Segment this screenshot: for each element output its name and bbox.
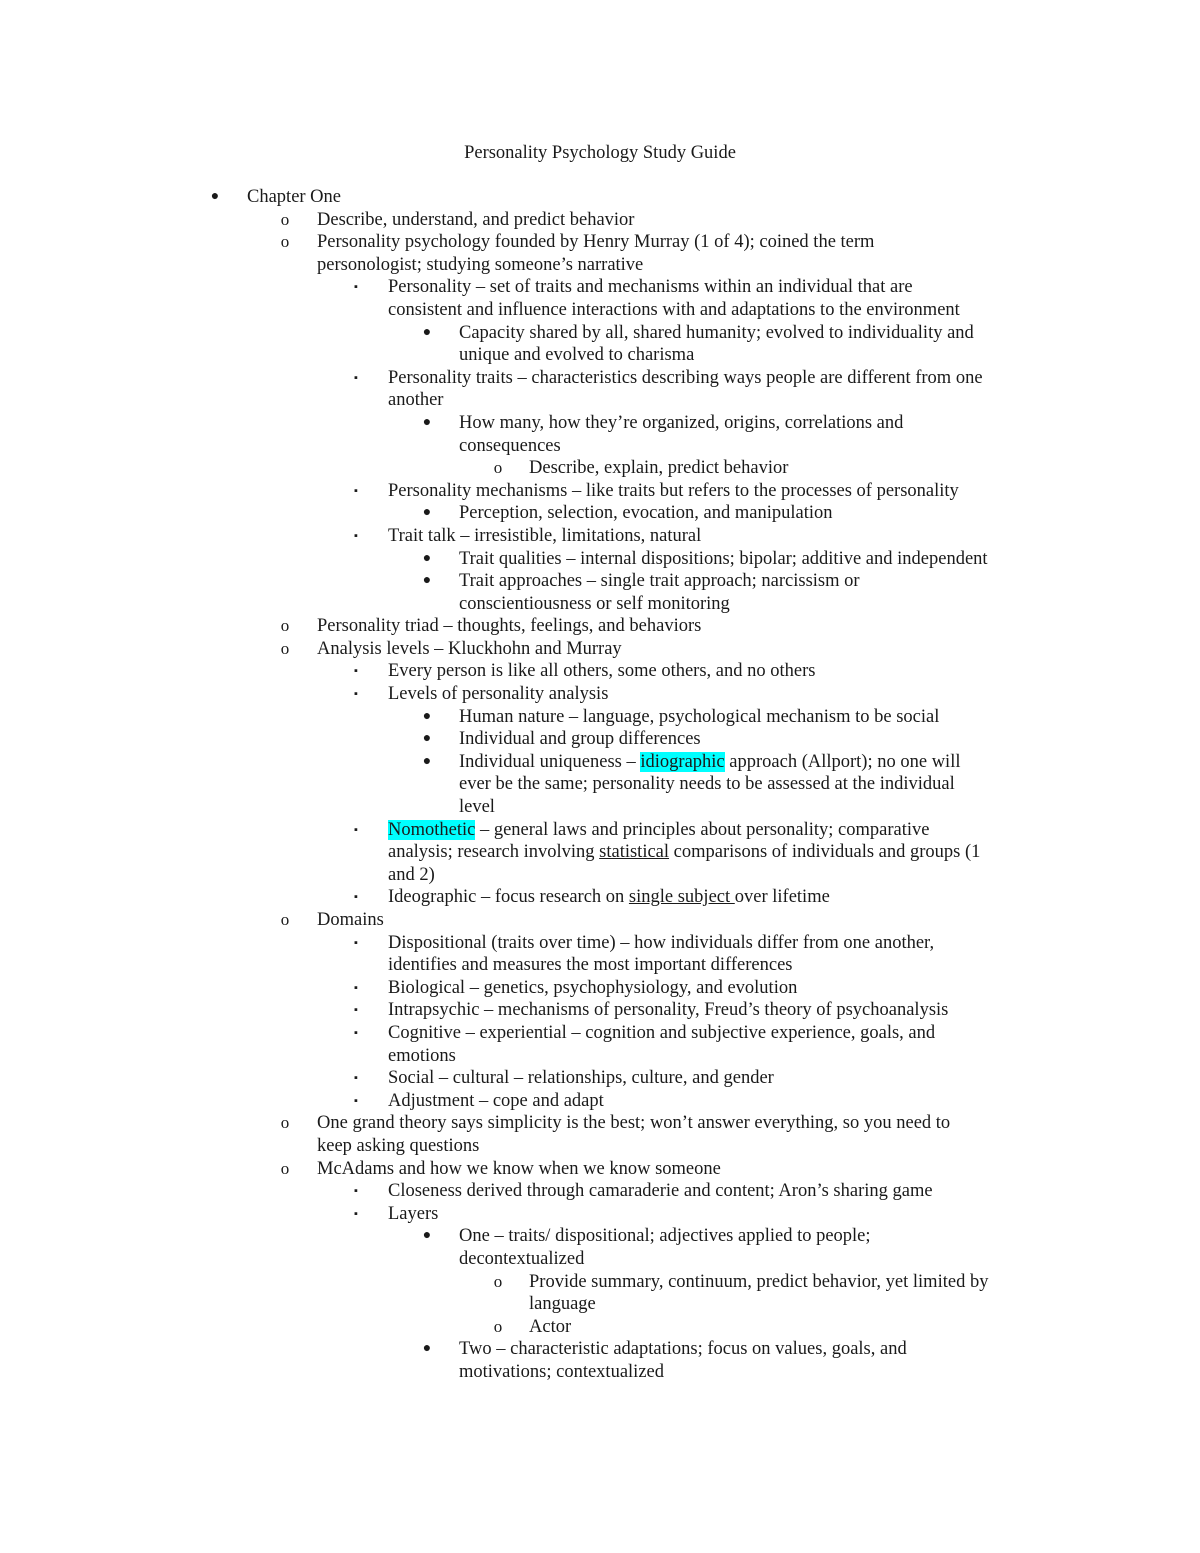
outline-text: Intrapsychic – mechanisms of personality, Freud’s theory of psychoanalysis xyxy=(388,1000,949,1021)
outline-line xyxy=(0,954,1200,977)
outline-line xyxy=(0,773,1200,796)
text-segment: comparisons of individuals and groups (1 xyxy=(669,842,981,863)
bullet-circle-icon: o xyxy=(280,1158,290,1178)
outline-line xyxy=(0,977,1200,1000)
outline-line xyxy=(0,435,1200,458)
bullet-square-icon: ▪ xyxy=(354,1026,358,1039)
page-title: Personality Psychology Study Guide xyxy=(464,143,736,163)
outline-line xyxy=(0,231,1200,254)
outline-text xyxy=(388,886,830,909)
outline-text: Personality – set of traits and mechanisms within an individual that are xyxy=(388,277,913,298)
outline-line xyxy=(0,932,1200,955)
outline-line xyxy=(0,615,1200,638)
text-segment: Individual uniqueness – xyxy=(459,751,641,772)
bullet-disc-icon: ● xyxy=(422,1341,432,1357)
outline-line xyxy=(0,1112,1200,1135)
outline-line xyxy=(0,344,1200,367)
outline-text: Analysis levels – Kluckhohn and Murray xyxy=(317,638,622,659)
outline-text: consistent and influence interactions with and adaptations to the environment xyxy=(388,299,960,320)
outline-text: Capacity shared by all, shared humanity; evolved to individuality and xyxy=(459,322,974,343)
outline-text xyxy=(459,751,960,774)
highlighted-term: Nomothetic xyxy=(388,819,476,840)
bullet-square-icon: ▪ xyxy=(354,1004,358,1017)
outline-text: motivations; contextualized xyxy=(459,1361,664,1382)
outline-line xyxy=(0,593,1200,616)
highlighted-term: idiographic xyxy=(640,751,725,772)
outline-line xyxy=(0,186,1200,209)
bullet-disc-icon: ● xyxy=(422,1228,432,1244)
bullet-circle-icon: o xyxy=(493,1271,503,1291)
outline-text: Every person is like all others, some others, and no others xyxy=(388,661,816,682)
outline-text: conscientiousness or self monitoring xyxy=(459,593,730,614)
outline-text: Social – cultural – relationships, culture, and gender xyxy=(388,1068,774,1089)
outline-text: One – traits/ dispositional; adjectives applied to people; xyxy=(459,1226,871,1247)
outline-line xyxy=(0,1271,1200,1294)
outline-text: Actor xyxy=(529,1316,572,1337)
outline-line xyxy=(0,1135,1200,1158)
outline-line xyxy=(0,909,1200,932)
bullet-square-icon: ▪ xyxy=(354,665,358,678)
outline-line xyxy=(0,367,1200,390)
outline-line xyxy=(0,457,1200,480)
outline-text: and 2) xyxy=(388,864,435,885)
outline-line xyxy=(0,864,1200,887)
outline-line xyxy=(0,660,1200,683)
outline-line xyxy=(0,570,1200,593)
bullet-square-icon: ▪ xyxy=(354,1094,358,1107)
outline-text: emotions xyxy=(388,1045,456,1066)
outline-text: McAdams and how we know when we know someone xyxy=(317,1158,721,1179)
outline-line xyxy=(0,276,1200,299)
underlined-term: statistical xyxy=(599,842,670,863)
bullet-circle-icon: o xyxy=(280,910,290,929)
outline-text: Human nature – language, psychological mechanism to be social xyxy=(459,706,940,727)
outline-line xyxy=(0,841,1200,864)
outline-line xyxy=(0,254,1200,277)
bullet-circle-icon: o xyxy=(493,1316,503,1336)
outline-text: Layers xyxy=(388,1203,439,1224)
outline-text: Provide summary, continuum, predict behavior, yet limited by xyxy=(529,1271,989,1292)
outline-line xyxy=(0,999,1200,1022)
outline-text: Personality psychology founded by Henry Murray (1 of 4); coined the term xyxy=(317,232,875,253)
outline-text: Perception, selection, evocation, and manipulation xyxy=(459,503,833,524)
bullet-square-icon: ▪ xyxy=(354,981,358,994)
outline-text: unique and evolved to charisma xyxy=(459,345,695,366)
outline-text: another xyxy=(388,390,444,411)
text-segment: – general laws and principles about personality; comparative xyxy=(475,819,930,840)
outline-line xyxy=(0,1338,1200,1361)
outline-text: Individual and group differences xyxy=(459,729,701,750)
outline-line xyxy=(0,796,1200,819)
outline-line xyxy=(0,412,1200,435)
outline-line xyxy=(0,1180,1200,1203)
underlined-term: single subject xyxy=(628,887,735,908)
bullet-square-icon: ▪ xyxy=(354,529,358,542)
outline-text: Trait qualities – internal dispositions; bipolar; additive and independent xyxy=(459,548,988,569)
bullet-circle-icon: o xyxy=(280,1113,290,1133)
study-guide-outline xyxy=(0,186,1200,1383)
outline-line xyxy=(0,322,1200,345)
outline-line xyxy=(0,480,1200,503)
outline-text: Trait talk – irresistible, limitations, natural xyxy=(388,525,702,546)
outline-text: keep asking questions xyxy=(317,1135,480,1156)
bullet-square-icon: ▪ xyxy=(354,891,358,904)
outline-line xyxy=(0,389,1200,412)
outline-line xyxy=(0,1067,1200,1090)
outline-line xyxy=(0,1293,1200,1316)
outline-text: Closeness derived through camaraderie and content; Aron’s sharing game xyxy=(388,1181,933,1202)
outline-text: Levels of personality analysis xyxy=(388,684,609,705)
outline-text: language xyxy=(529,1294,596,1315)
outline-line xyxy=(0,209,1200,232)
outline-line xyxy=(0,683,1200,706)
bullet-circle-icon: o xyxy=(280,232,290,252)
outline-line xyxy=(0,706,1200,729)
outline-line xyxy=(0,1158,1200,1181)
outline-text: One grand theory says simplicity is the best; won’t answer everything, so you need to xyxy=(317,1113,951,1134)
outline-line xyxy=(0,1225,1200,1248)
bullet-disc-icon: ● xyxy=(422,753,432,769)
outline-text: identifies and measures the most important differences xyxy=(388,955,793,976)
bullet-square-icon: ▪ xyxy=(354,1185,358,1198)
outline-line xyxy=(0,548,1200,571)
bullet-square-icon: ▪ xyxy=(354,484,358,497)
outline-text: Describe, explain, predict behavior xyxy=(529,458,789,479)
text-segment: approach (Allport); no one will xyxy=(724,751,961,772)
outline-text: Cognitive – experiential – cognition and subjective experience, goals, and xyxy=(388,1022,936,1043)
outline-text: Two – characteristic adaptations; focus on values, goals, and xyxy=(459,1339,907,1360)
bullet-square-icon: ▪ xyxy=(354,281,358,294)
outline-line xyxy=(0,638,1200,661)
outline-line xyxy=(0,502,1200,525)
bullet-disc-icon: ● xyxy=(210,189,220,204)
outline-text: Personality mechanisms – like traits but refers to the processes of personality xyxy=(388,480,959,501)
outline-line xyxy=(0,751,1200,774)
outline-line xyxy=(0,1248,1200,1271)
outline-line xyxy=(0,1203,1200,1226)
outline-line xyxy=(0,299,1200,322)
outline-line xyxy=(0,1022,1200,1045)
outline-text: level xyxy=(459,797,495,818)
text-segment: over lifetime xyxy=(734,887,830,908)
outline-line xyxy=(0,1090,1200,1113)
bullet-square-icon: ▪ xyxy=(354,823,358,836)
outline-line xyxy=(0,1045,1200,1068)
bullet-square-icon: ▪ xyxy=(354,371,358,384)
bullet-disc-icon: ● xyxy=(422,505,432,521)
outline-text: Dispositional (traits over time) – how individuals differ from one another, xyxy=(388,932,935,953)
outline-text: Personality traits – characteristics describing ways people are different from one xyxy=(388,367,983,388)
bullet-square-icon: ▪ xyxy=(354,1072,358,1085)
outline-text xyxy=(388,819,929,842)
outline-line xyxy=(0,1316,1200,1339)
outline-line xyxy=(0,525,1200,548)
bullet-disc-icon: ● xyxy=(422,324,432,340)
outline-text: Biological – genetics, psychophysiology, and evolution xyxy=(388,977,798,998)
outline-text: consequences xyxy=(459,435,561,456)
outline-text: How many, how they’re organized, origins, correlations and xyxy=(459,412,904,433)
outline-line xyxy=(0,886,1200,909)
bullet-disc-icon: ● xyxy=(422,708,432,724)
bullet-square-icon: ▪ xyxy=(354,936,358,949)
bullet-disc-icon: ● xyxy=(422,550,432,566)
outline-text: Chapter One xyxy=(247,187,342,207)
text-segment: Ideographic – focus research on xyxy=(388,887,629,908)
outline-text: Trait approaches – single trait approach; narcissism or xyxy=(459,571,860,592)
bullet-disc-icon: ● xyxy=(422,573,432,589)
bullet-circle-icon: o xyxy=(280,616,290,636)
outline-text: ever be the same; personality needs to be assessed at the individual xyxy=(459,774,955,795)
outline-line xyxy=(0,728,1200,751)
outline-text: Personality triad – thoughts, feelings, and behaviors xyxy=(317,616,702,637)
outline-text: decontextualized xyxy=(459,1248,585,1269)
bullet-disc-icon: ● xyxy=(422,731,432,747)
bullet-circle-icon: o xyxy=(493,458,503,478)
outline-text: personologist; studying someone’s narrative xyxy=(317,254,644,275)
bullet-circle-icon: o xyxy=(280,209,290,229)
outline-text: Describe, understand, and predict behavior xyxy=(317,209,635,230)
bullet-square-icon: ▪ xyxy=(354,1207,358,1220)
outline-text: Adjustment – cope and adapt xyxy=(388,1090,604,1111)
outline-text xyxy=(388,841,980,864)
outline-text: Domains xyxy=(317,910,384,930)
bullet-circle-icon: o xyxy=(280,638,290,658)
bullet-disc-icon: ● xyxy=(422,414,432,430)
text-segment: analysis; research involving xyxy=(388,842,600,863)
outline-line xyxy=(0,819,1200,842)
outline-line xyxy=(0,1361,1200,1384)
bullet-square-icon: ▪ xyxy=(354,688,358,701)
